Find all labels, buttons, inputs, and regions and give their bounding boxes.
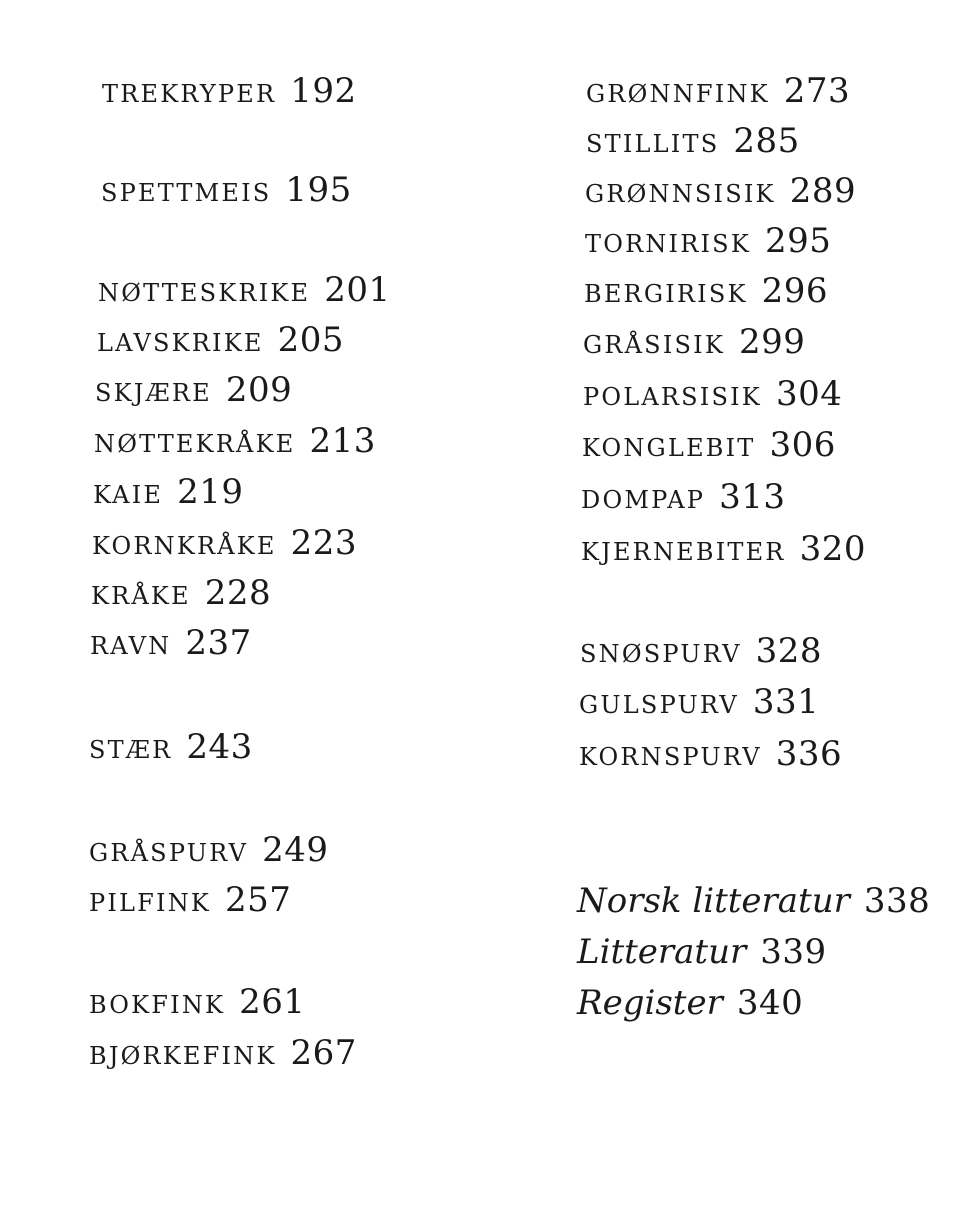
entry-name: SPETTMEIS — [101, 179, 272, 207]
entry-name: NØTTEKRÅKE — [94, 430, 296, 458]
toc-entry — [577, 881, 931, 921]
entry-page: 213 — [309, 421, 376, 461]
toc-entry — [582, 425, 836, 465]
entry-name: SKJÆRE — [95, 379, 212, 407]
entry-page: 336 — [775, 734, 843, 774]
toc-entry — [579, 682, 820, 722]
toc-entry — [577, 932, 827, 972]
entry-page: 296 — [761, 271, 829, 311]
toc-entry — [585, 221, 832, 261]
entry-name: GRÅSPURV — [89, 839, 249, 867]
entry-name: GRÅSISIK — [583, 331, 725, 359]
entry-page: 209 — [225, 370, 293, 410]
toc-entry — [585, 171, 857, 211]
entry-page: 219 — [177, 472, 244, 512]
entry-name: PILFINK — [89, 889, 212, 917]
toc-entry — [91, 573, 272, 613]
entry-page: 273 — [783, 71, 851, 111]
entry-page: 339 — [760, 932, 827, 972]
toc-entry — [95, 370, 293, 410]
entry-name: GULSPURV — [579, 691, 739, 719]
entry-page: 338 — [863, 881, 931, 921]
entry-name: NØTTESKRIKE — [98, 279, 311, 307]
entry-name: KRÅKE — [91, 582, 191, 610]
entry-name: Norsk litteratur — [577, 881, 850, 921]
entry-page: 205 — [277, 320, 344, 360]
entry-name: GRØNNSISIK — [585, 180, 776, 208]
entry-name: Register — [577, 983, 723, 1023]
toc-entry — [581, 529, 866, 569]
toc-entry — [97, 320, 344, 360]
entry-page: 285 — [733, 121, 800, 161]
entry-page: 267 — [290, 1033, 357, 1073]
entry-name: KAIE — [93, 481, 164, 509]
toc-entry — [583, 322, 806, 362]
toc-entry — [102, 71, 357, 111]
entry-page: 195 — [285, 170, 352, 210]
entry-page: 243 — [186, 727, 253, 767]
toc-entry — [89, 727, 253, 767]
toc-entry — [586, 121, 800, 161]
entry-page: 328 — [755, 631, 823, 671]
entry-page: 313 — [719, 477, 786, 517]
entry-page: 289 — [789, 171, 857, 211]
entry-page: 304 — [775, 374, 843, 414]
entry-name: SNØSPURV — [580, 640, 742, 668]
entry-page: 228 — [204, 573, 272, 613]
toc-entry — [89, 830, 329, 870]
entry-name: LAVSKRIKE — [97, 329, 264, 357]
toc-entry — [577, 983, 804, 1023]
entry-name: BERGIRISK — [584, 280, 748, 308]
entry-page: 306 — [769, 425, 836, 465]
toc-entry — [98, 270, 391, 310]
entry-page: 192 — [290, 71, 357, 111]
toc-entry — [92, 523, 358, 563]
entry-page: 331 — [752, 682, 820, 722]
entry-name: POLARSISIK — [583, 383, 762, 411]
entry-name: DOMPAP — [581, 486, 706, 514]
entry-name: TORNIRISK — [585, 230, 751, 258]
entry-page: 223 — [290, 523, 358, 563]
entry-name: GRØNNFINK — [586, 80, 770, 108]
entry-name: Litteratur — [577, 932, 747, 972]
toc-entry — [579, 734, 843, 774]
entry-name: TREKRYPER — [102, 80, 277, 108]
toc-entry — [93, 472, 244, 512]
entry-name: KORNSPURV — [579, 743, 762, 771]
entry-page: 295 — [764, 221, 832, 261]
entry-page: 320 — [799, 529, 866, 569]
entry-name: KJERNEBITER — [581, 538, 786, 566]
entry-page: 299 — [738, 322, 806, 362]
entry-page: 201 — [324, 270, 391, 310]
toc-entry — [89, 1033, 357, 1073]
toc-entry — [90, 623, 252, 663]
entry-name: BJØRKEFINK — [89, 1042, 277, 1070]
toc-entry — [89, 880, 292, 920]
toc-entry — [580, 631, 823, 671]
entry-page: 340 — [736, 983, 804, 1023]
toc-entry — [584, 271, 829, 311]
toc-entry — [586, 71, 851, 111]
toc-entry — [581, 477, 786, 517]
toc-entry — [94, 421, 376, 461]
entry-page: 237 — [185, 623, 252, 663]
entry-page: 257 — [225, 880, 292, 920]
entry-name: KORNKRÅKE — [92, 532, 277, 560]
entry-name: STILLITS — [586, 130, 720, 158]
entry-name: RAVN — [90, 632, 172, 660]
toc-entry — [101, 170, 352, 210]
entry-name: KONGLEBIT — [582, 434, 756, 462]
entry-name: STÆR — [89, 736, 173, 764]
entry-page: 249 — [262, 830, 329, 870]
toc-entry — [583, 374, 843, 414]
entry-name: BOKFINK — [89, 991, 226, 1019]
toc-entry — [89, 982, 306, 1022]
entry-page: 261 — [239, 982, 306, 1022]
